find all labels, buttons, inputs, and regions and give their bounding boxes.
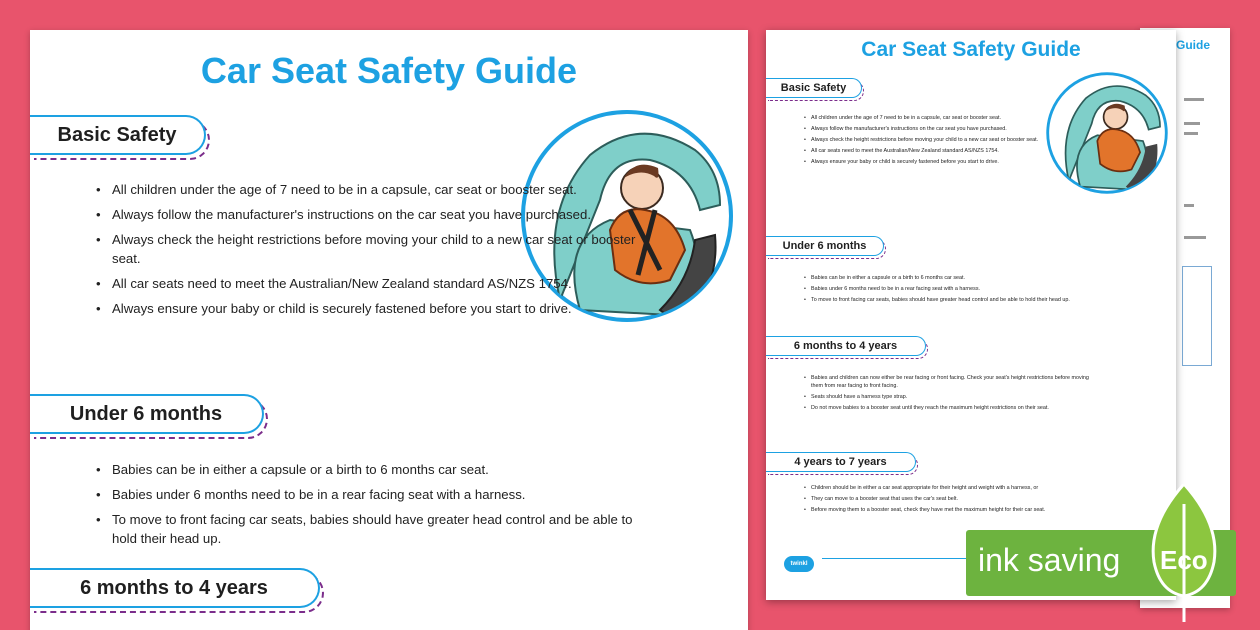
list-item: • Babies can be in either a capsule or a birth to 6 months car seat. <box>94 460 654 479</box>
list-item: • Babies can be in either a capsule or a birth to 6 months car seat. <box>802 274 1102 282</box>
section-heading: 4 years to 7 years <box>766 452 916 472</box>
list-item: • All car seats need to meet the Australian/New Zealand standard AS/NZS 1754. <box>94 274 654 293</box>
section-heading: Under 6 months <box>30 394 264 434</box>
main-page <box>30 30 748 630</box>
list-item: • Babies under 6 months need to be in a rear facing seat with a harness. <box>802 285 1102 293</box>
list-item: • Always follow the manufacturer's instructions on the car seat you have purchased. <box>94 205 654 224</box>
list-item: • Babies under 6 months need to be in a rear facing seat with a harness. <box>94 485 654 504</box>
text-line <box>1184 98 1204 101</box>
list-item: • Do not move babies to a booster seat until they reach the maximum height restrictions on their seat. <box>802 404 1102 412</box>
bullet-list-basic-safety <box>94 180 654 324</box>
eco-label: Eco <box>1160 545 1208 575</box>
list-item: • To move to front facing car seats, babies should have greater head control and be able to hold their head up. <box>94 510 654 548</box>
list-item: • Before moving them to a booster seat, check they have met the maximum height for their car seat. <box>802 506 1102 514</box>
back-page-box <box>1182 266 1212 366</box>
list-item: • All car seats need to meet the Australian/New Zealand standard AS/NZS 1754. <box>802 147 1102 155</box>
section-heading: Under 6 months <box>766 236 884 256</box>
section-header-basic-safety <box>30 115 206 155</box>
section-heading: 6 months to 4 years <box>30 568 320 608</box>
preview-section-header <box>766 78 862 98</box>
twinkl-logo: twinkl <box>784 556 814 572</box>
preview-page <box>766 30 1176 600</box>
list-item: • To move to front facing car seats, babies should have greater head control and be able to hold their head up. <box>802 296 1102 304</box>
list-item: • All children under the age of 7 need to be in a capsule, car seat or booster seat. <box>802 114 1102 122</box>
ink-saving-label: ink saving <box>978 542 1121 578</box>
list-item: • Always check the height restrictions before moving your child to a new car seat or booster seat. <box>802 136 1102 144</box>
text-line <box>1184 204 1194 207</box>
list-item: • Seats should have a harness type strap. <box>802 393 1102 401</box>
text-line <box>1184 132 1198 135</box>
list-item: • All children under the age of 7 need to be in a capsule, car seat or booster seat. <box>94 180 654 199</box>
list-item: • They can move to a booster seat that uses the car's seat belt. <box>802 495 1102 503</box>
section-header-6-months-to-4-years <box>30 568 320 608</box>
preview-section-header <box>766 336 926 356</box>
list-item: • Babies and children can now either be rear facing or front facing. Check your seat's height restrictions before moving them from rear facing to front facing. <box>802 374 1102 390</box>
preview-title: Car Seat Safety Guide <box>861 38 1081 61</box>
list-item: • Children should be in either a car seat appropriate for their height and weight with a harness, or <box>802 484 1102 492</box>
preview-section-header <box>766 236 884 256</box>
preview-bullets-4-to-7-years <box>802 484 1102 517</box>
preview-section-header <box>766 452 916 472</box>
list-item: • Always ensure your baby or child is securely fastened before you start to drive. <box>94 299 654 318</box>
back-page-title: Guide <box>1176 38 1211 52</box>
section-heading: Basic Safety <box>766 78 862 98</box>
text-line <box>1184 236 1206 239</box>
preview-bullets-6-months-to-4-years <box>802 374 1102 415</box>
list-item: • Always follow the manufacturer's instructions on the car seat you have purchased. <box>802 125 1102 133</box>
list-item: • Always ensure your baby or child is securely fastened before you start to drive. <box>802 158 1102 166</box>
list-item: • Always check the height restrictions before moving your child to a new car seat or booster seat. <box>94 230 654 268</box>
page-title: Car Seat Safety Guide <box>200 50 578 91</box>
bullet-list-under-6-months <box>94 460 654 554</box>
section-heading: 6 months to 4 years <box>766 336 926 356</box>
section-header-under-6-months <box>30 394 264 434</box>
preview-bullets-basic-safety <box>802 114 1102 169</box>
preview-bullets-under-6-months <box>802 274 1102 307</box>
section-heading: Basic Safety <box>30 115 206 155</box>
text-line <box>1184 122 1200 125</box>
